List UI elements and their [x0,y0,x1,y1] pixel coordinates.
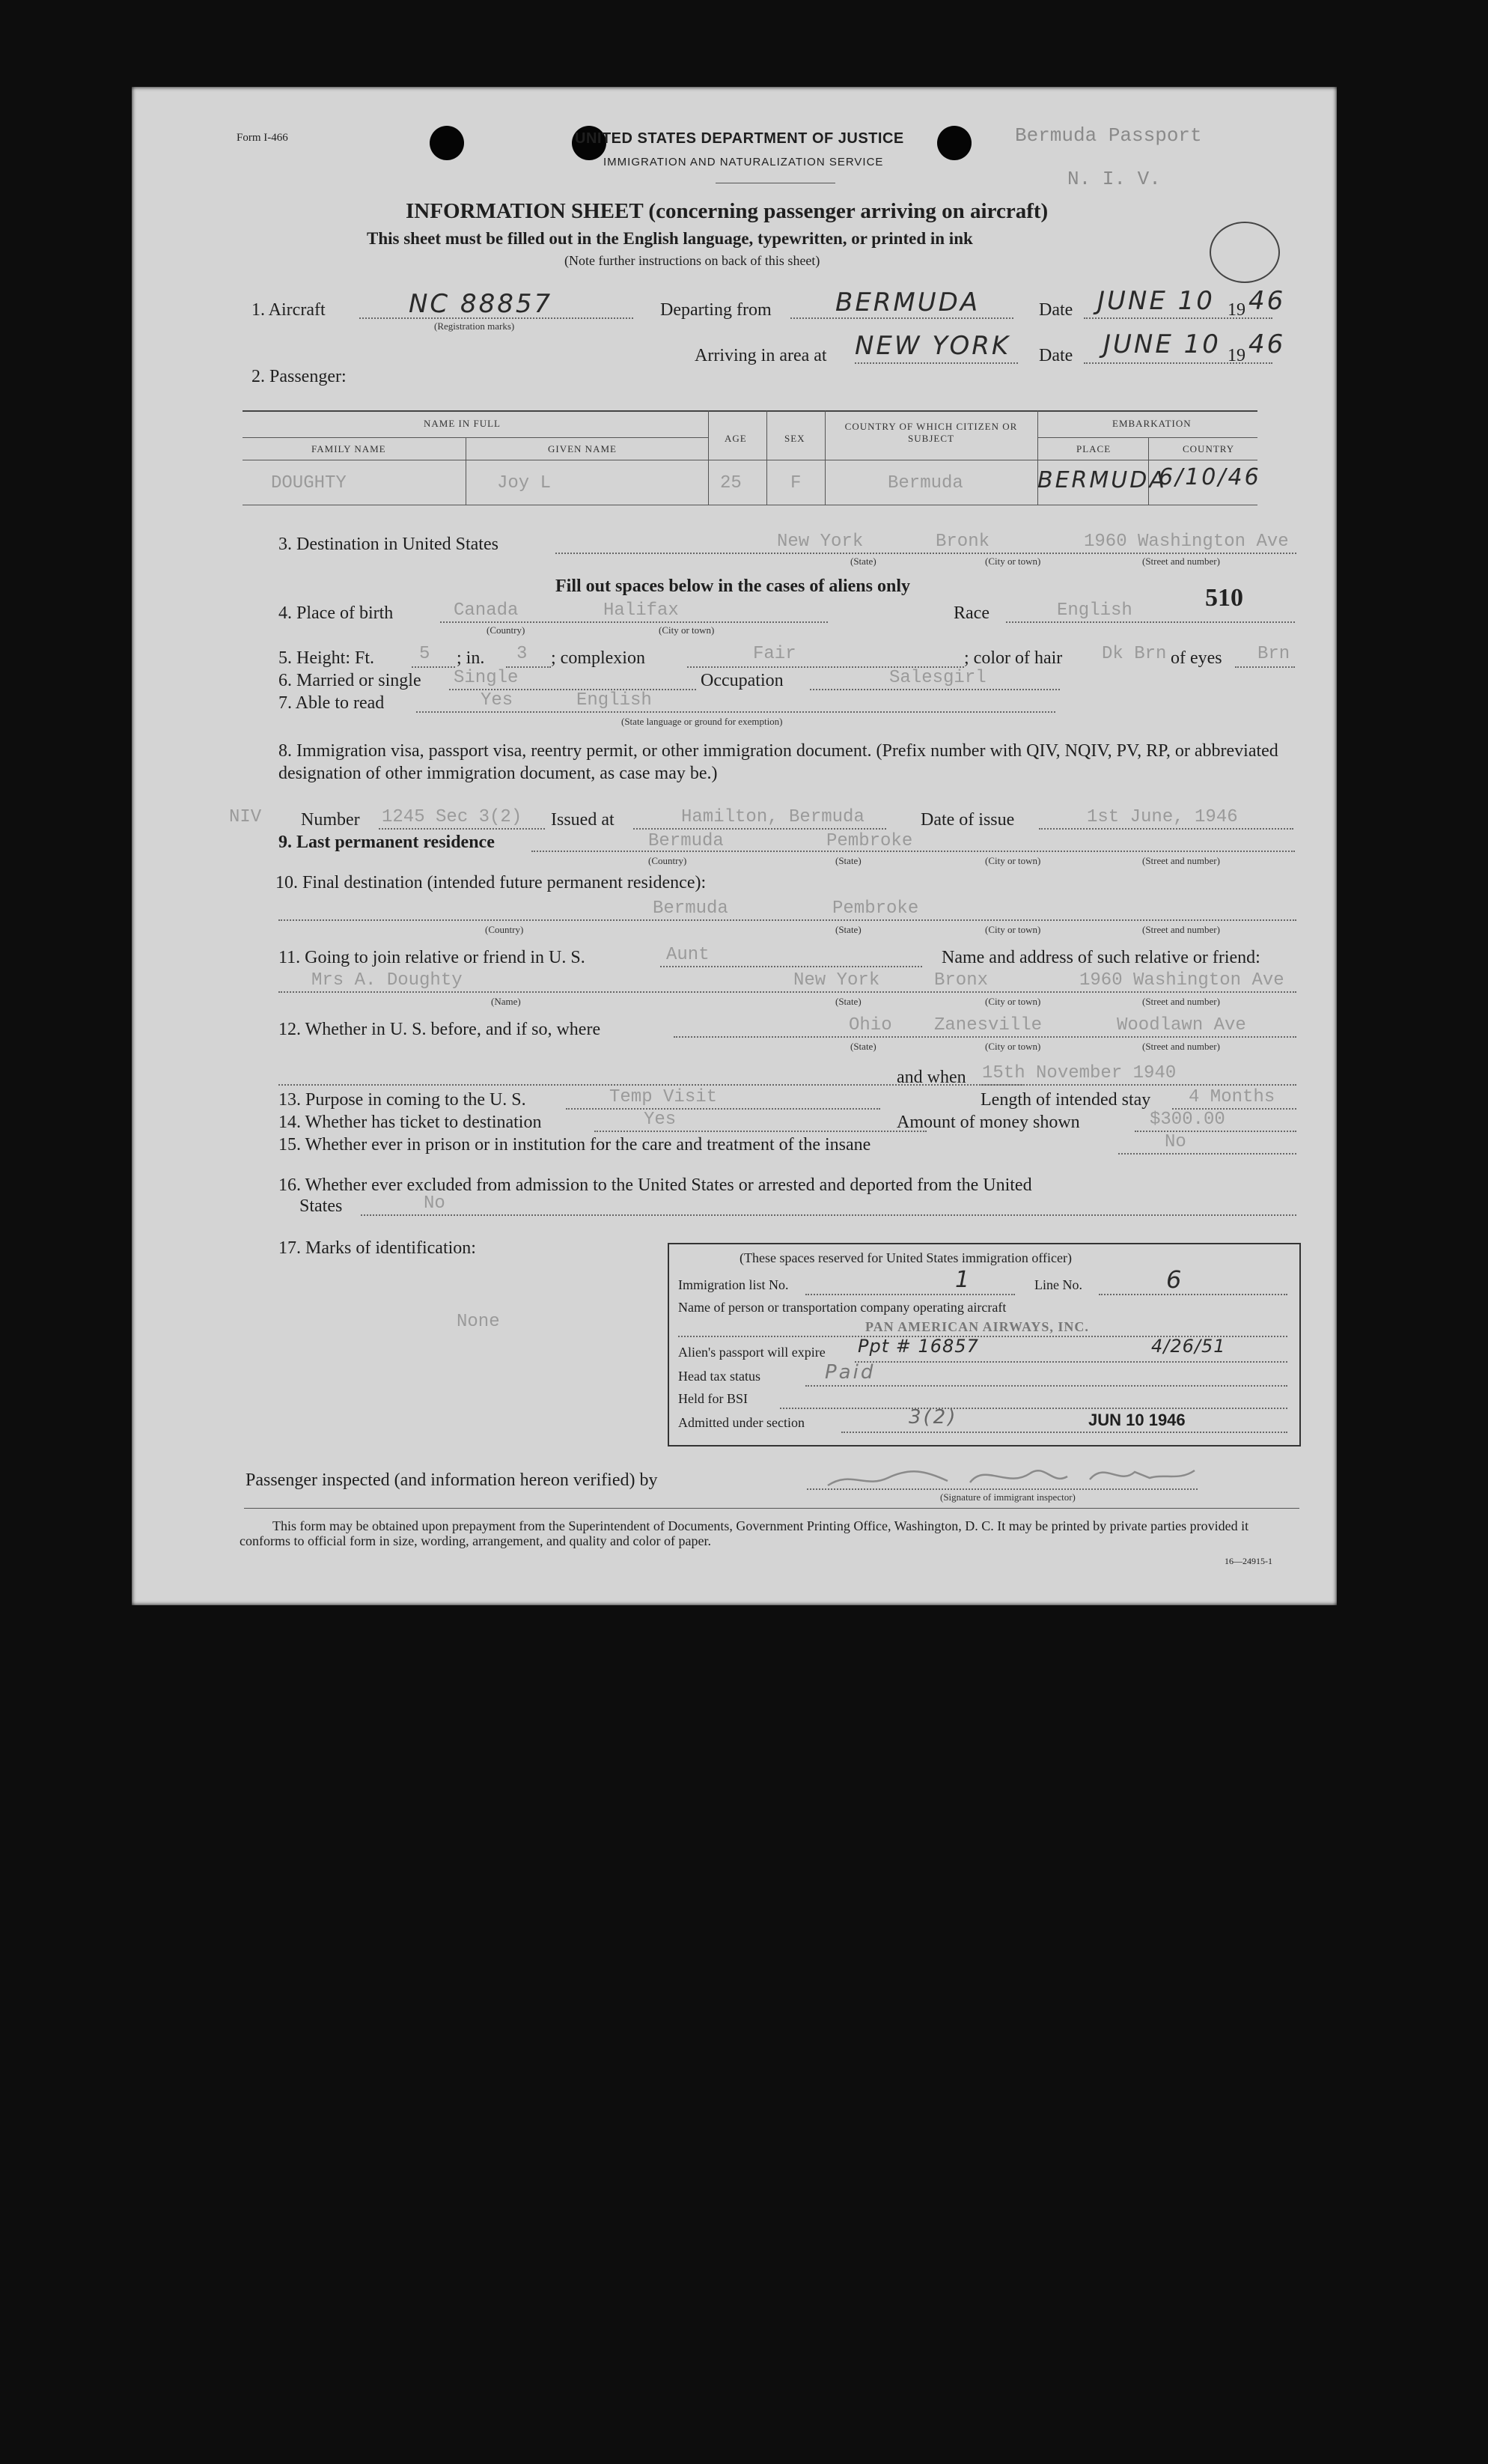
field-line [278,991,1296,993]
table-rule [243,437,708,438]
issued-value: Hamilton, Bermuda [681,807,865,827]
cap-city: (City or town) [985,855,1041,866]
visa-label: 8. Immigration visa, passport visa, reentry permit, or other immigration document. (Prefix number with QIV, NQIV, PV, RP, or abbreviated designation of other immigration document, as case may be.) [278,741,1278,783]
cap-street: (Street and number) [1142,855,1220,866]
cap-state: (State) [835,924,862,935]
field-line [780,1408,1287,1409]
destination-city: Bronk [936,532,990,552]
field-line [416,711,1055,713]
hair-value: Dk Brn [1102,644,1167,664]
form-number: Form I-466 [237,132,288,144]
when-label: and when [897,1068,966,1087]
purpose-value: Temp Visit [609,1087,718,1107]
field-line [979,1084,1296,1086]
officer-box-title: (These spaces reserved for United States immigration officer) [740,1250,1073,1265]
cap-city: (City or town) [985,996,1041,1007]
company-value: PAN AMERICAN AIRWAYS, INC. [865,1319,1089,1334]
birth-country: Canada [454,600,519,621]
prison-value: No [1165,1132,1186,1152]
cap-state: (State) [850,556,876,567]
cell-family: DOUGHTY [271,473,347,493]
marks-label: 17. Marks of identification: [278,1238,476,1258]
cap-birth-country: (Country) [487,624,525,636]
hair-label: ; color of hair [964,648,1063,668]
purpose-label: 13. Purpose in coming to the U. S. [278,1090,526,1110]
destination-street: 1960 Washington Ave [1084,532,1289,552]
inches-label: ; in. [457,648,485,668]
list-value: 1 [955,1267,972,1293]
relative-name: Mrs A. Doughty [311,970,463,991]
aircraft-label: 1. Aircraft [251,300,326,320]
departing-value: BERMUDA [835,288,981,317]
line-value: 6 [1166,1265,1184,1294]
occupation-value: Salesgirl [889,668,987,688]
field-line [1006,621,1295,623]
table-rule [1037,437,1257,438]
field-line [278,919,1296,921]
punch-hole [430,126,464,160]
cap-state: (State) [835,996,862,1007]
eyes-label: of eyes [1171,648,1222,668]
cell-sex: F [790,473,802,493]
field-line [855,1361,1287,1363]
race-label: Race [954,603,990,623]
company-label: Name of person or transportation company operating aircraft [678,1300,1007,1315]
field-line [674,1036,1296,1038]
col-country-citizen: COUNTRY OF WHICH CITIZEN OR SUBJECT [844,421,1018,444]
read-language: English [576,690,652,711]
admitted-stamp: JUN 10 1946 [1088,1411,1186,1429]
issue-date-label: Date of issue [921,810,1015,830]
occupation-label: Occupation [701,671,784,690]
destination-label: 3. Destination in United States [278,535,498,554]
registration-caption: (Registration marks) [434,320,515,332]
note-bermuda-passport: Bermuda Passport [1015,124,1202,147]
line-label: Line No. [1034,1277,1082,1292]
joining-value: Aunt [666,945,710,965]
height-label: 5. Height: Ft. [278,648,375,668]
col-country: COUNTRY [1183,443,1235,454]
officer-box [668,1243,1301,1447]
form-sheet [132,87,1337,1605]
excluded-value: No [424,1193,445,1214]
field-line [810,689,1060,690]
inspected-label: Passenger inspected (and information hereon verified) by [246,1470,658,1490]
cell-age: 25 [720,473,742,493]
footer-code: 16—24915-1 [1225,1556,1272,1566]
previous-street: Woodlawn Ave [1117,1015,1246,1035]
last-residence-country: Bermuda [648,831,724,851]
departing-date-label: Date [1039,300,1073,320]
destination-state: New York [777,532,864,552]
issued-label: Issued at [551,810,615,830]
list-label: Immigration list No. [678,1277,789,1292]
cap-street: (Street and number) [1142,1041,1220,1052]
note-niv: N. I. V. [1067,168,1161,190]
eyes-value: Brn [1257,644,1290,664]
final-destination-country: Bermuda [653,898,728,919]
relative-state: New York [793,970,880,991]
field-line [805,1385,1287,1387]
corner-circle-mark [1210,222,1280,283]
inspected-caption: (Signature of immigrant inspector) [940,1491,1076,1503]
stay-value: 4 Months [1189,1087,1275,1107]
cap-street: (Street and number) [1142,556,1220,567]
table-rule [243,410,1257,412]
issue-date-value: 1st June, 1946 [1087,807,1238,827]
money-label: Amount of money shown [897,1113,1080,1132]
birth-city: Halifax [603,600,679,621]
excluded-label: 16. Whether ever excluded from admission to the United States or arrested and deported from the United [278,1175,1032,1195]
departing-year: 46 [1248,286,1286,316]
field-line [379,828,545,830]
race-value: English [1057,600,1132,621]
passport-label: Alien's passport will expire [678,1345,826,1360]
final-destination-state: Pembroke [832,898,919,919]
field-line [805,1294,1015,1295]
cap-birth-city: (City or town) [659,624,715,636]
name-address-label: Name and address of such relative or friend: [942,948,1260,967]
field-line [1235,666,1295,668]
field-line [594,1131,927,1132]
previous-when: 15th November 1940 [982,1063,1177,1083]
previous-city: Zanesville [934,1015,1043,1035]
col-age: AGE [725,433,747,444]
field-line [412,666,455,668]
married-value: Single [454,668,519,688]
cap-name: (Name) [491,996,521,1007]
field-line [361,1214,1296,1216]
birth-label: 4. Place of birth [278,603,394,623]
field-line [1099,1294,1287,1295]
field-line [1039,828,1293,830]
cap-state: (State) [850,1041,876,1052]
field-line [531,851,1295,852]
passport-date: 4/26/51 [1151,1336,1226,1357]
read-label: 7. Able to read [278,693,385,713]
field-line [633,828,886,830]
cell-country: 6/10/46 [1159,464,1261,490]
code-number: 510 [1205,584,1243,612]
punch-hole [937,126,972,160]
page-subtitle: This sheet must be filled out in the English language, typewritten, or printed in ink [367,229,973,248]
table-rule [708,410,709,505]
col-given-name: GIVEN NAME [548,443,617,454]
ticket-label: 14. Whether has ticket to destination [278,1113,542,1132]
col-family-name: FAMILY NAME [311,443,386,454]
tax-label: Head tax status [678,1369,760,1384]
cap-city: (City or town) [985,1041,1041,1052]
field-line [841,1432,1287,1433]
cap-country: (Country) [485,924,524,935]
arriving-year: 46 [1248,329,1286,359]
field-line [555,553,1296,554]
passenger-label: 2. Passenger: [251,367,347,386]
col-embarkation: EMBARKATION [1112,418,1192,429]
final-destination-label: 10. Final destination (intended future permanent residence): [275,873,707,892]
read-value: Yes [481,690,513,711]
previous-label: 12. Whether in U. S. before, and if so, where [278,1020,601,1039]
field-line [855,362,1018,364]
field-line [566,1108,880,1110]
department-name: UNITED STATES DEPARTMENT OF JUSTICE [575,130,904,147]
complexion-label: ; complexion [551,648,645,668]
service-name: IMMIGRATION AND NATURALIZATION SERVICE [603,156,884,168]
arriving-date: JUNE 10 [1103,329,1221,359]
field-line [1135,1131,1296,1132]
relative-city: Bronx [934,970,989,991]
last-residence-state: Pembroke [826,831,913,851]
marks-value: None [457,1312,500,1332]
footer-rule [244,1508,1299,1509]
previous-state: Ohio [849,1015,892,1035]
visa-prefix: NIV [229,807,262,827]
cap-street: (Street and number) [1142,996,1220,1007]
joining-label: 11. Going to join relative or friend in U. S. [278,948,585,967]
table-rule [825,410,826,505]
table-rule [766,410,767,505]
stay-label: Length of intended stay [981,1090,1151,1110]
cap-city: (City or town) [985,924,1041,935]
visa-number-label: Number [301,810,360,830]
ticket-value: Yes [644,1110,677,1130]
field-line [1118,1153,1296,1155]
col-place: PLACE [1076,443,1112,454]
arriving-date-label: Date [1039,346,1073,365]
departing-label: Departing from [660,300,772,320]
last-residence-label: 9. Last permanent residence [278,833,495,852]
tax-value: Paid [825,1361,876,1384]
aircraft-value: NC 88857 [409,289,553,319]
married-label: 6. Married or single [278,671,421,690]
instructions-note: (Note further instructions on back of this sheet) [564,253,820,268]
field-line [790,317,1013,319]
cap-state: (State) [835,855,862,866]
cap-city: (City or town) [985,556,1041,567]
read-caption: (State language or ground for exemption) [621,716,783,727]
field-line [440,621,828,623]
passport-value: Ppt # 16857 [858,1336,979,1357]
prison-label: 15. Whether ever in prison or in institution for the care and treatment of the insane [278,1135,871,1155]
height-ft: 5 [419,644,430,664]
footer-text: This form may be obtained upon prepayment from the Superintendent of Documents, Government Printing Office, Washington, D. C. It may be printed by private parties provided it conforms to official form in size, wording, arrangement, and quality and color of paper. [240,1518,1249,1548]
cell-place: BERMUDA [1037,467,1167,493]
departing-year-prefix: 19 [1228,300,1245,320]
departing-date: JUNE 10 [1097,286,1215,316]
excluded-label-2: States [299,1196,343,1216]
arriving-year-prefix: 19 [1228,346,1245,365]
relative-street: 1960 Washington Ave [1079,970,1284,991]
height-in: 3 [516,644,528,664]
admitted-value: 3(2) [909,1406,958,1429]
cap-country: (Country) [648,855,687,866]
field-line [660,966,922,967]
col-sex: SEX [784,433,805,444]
money-value: $300.00 [1150,1110,1225,1130]
arriving-value: NEW YORK [855,331,1011,361]
complexion-value: Fair [753,644,796,664]
bsi-label: Held for BSI [678,1391,748,1406]
cell-given: Joy L [497,473,552,493]
col-name-in-full: NAME IN FULL [424,418,501,429]
aliens-heading: Fill out spaces below in the cases of aliens only [555,577,911,596]
cap-street: (Street and number) [1142,924,1220,935]
visa-number: 1245 Sec 3(2) [382,807,522,827]
page-title: INFORMATION SHEET (concerning passenger arriving on aircraft) [406,199,1049,223]
cell-citizen: Bermuda [888,473,963,493]
arriving-label: Arriving in area at [695,346,827,365]
admitted-label: Admitted under section [678,1415,805,1430]
